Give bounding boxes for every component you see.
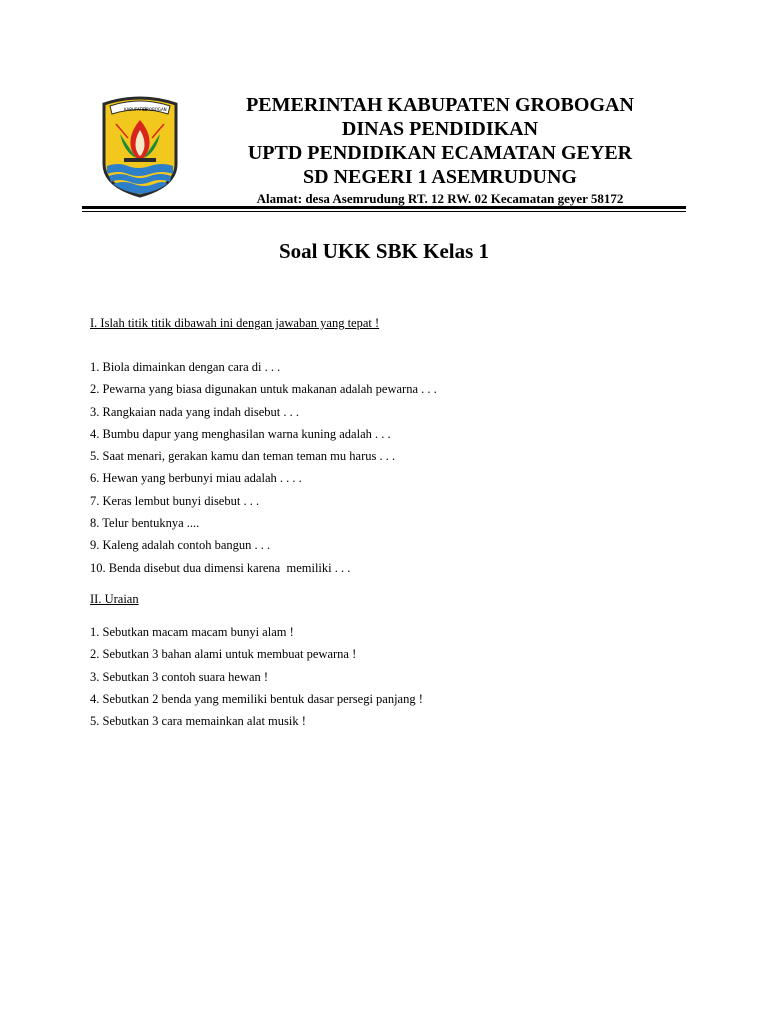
question-item: 4. Bumbu dapur yang menghasilan warna kuning adalah . . . [90, 426, 391, 441]
question-item: 5. Saat menari, gerakan kamu dan teman teman mu harus . . . [90, 449, 396, 464]
question-item: 9. Kaleng adalah contoh bangun . . . [90, 538, 271, 553]
question-item: 1. Biola dimainkan dengan cara di . . . [90, 360, 281, 374]
section-2-heading: II. Uraian [90, 592, 139, 606]
essay-question-item: 5. Sebutkan 3 cara memainkan alat musik ! [90, 714, 306, 729]
section-1-heading: I. Islah titik titik dibawah ini dengan jawaban yang tepat ! [90, 316, 380, 330]
letterhead-uptd: UPTD PENDIDIKAN ECAMATAN GEYER [247, 142, 633, 164]
question-item: 6. Hewan yang berbunyi miau adalah . . . . [90, 471, 302, 486]
essay-question-item: 3. Sebutkan 3 contoh suara hewan ! [90, 669, 269, 684]
essay-question-item: 1. Sebutkan macam macam bunyi alam ! [90, 625, 294, 639]
question-item: 10. Benda disebut dua dimensi karena memiliki . . . [90, 560, 351, 575]
grobogan-emblem-logo [98, 94, 182, 198]
letterhead-school: SD NEGERI 1 ASEMRUDUNG [303, 166, 577, 188]
question-item: 3. Rangkaian nada yang indah disebut . . . [90, 404, 299, 419]
letterhead-address: Alamat: desa Asemrudung RT. 12 RW. 02 Kecamatan geyer 58172 [256, 191, 624, 206]
question-item: 7. Keras lembut bunyi disebut . . . [90, 493, 260, 508]
question-item: 2. Pewarna yang biasa digunakan untuk makanan adalah pewarna . . . [90, 382, 437, 397]
letterhead-divider-thin [82, 211, 686, 212]
letterhead-department: DINAS PENDIDIKAN [341, 118, 539, 140]
section-2-question-list [90, 624, 423, 735]
section-1-question-list [90, 359, 437, 582]
question-item: 8. Telur bentuknya .... [90, 516, 200, 531]
logo-text-left: KABUPATEN [124, 107, 148, 112]
letterhead [220, 93, 660, 207]
letterhead-divider-thick [82, 206, 686, 209]
document-title: Soal UKK SBK Kelas 1 [278, 239, 490, 263]
logo-text-right: GROBOGAN [143, 107, 167, 112]
letterhead-government: PEMERINTAH KABUPATEN GROBOGAN [246, 94, 634, 116]
essay-question-item: 4. Sebutkan 2 benda yang memiliki bentuk dasar persegi panjang ! [90, 691, 423, 706]
essay-question-item: 2. Sebutkan 3 bahan alami untuk membuat pewarna ! [90, 647, 357, 662]
